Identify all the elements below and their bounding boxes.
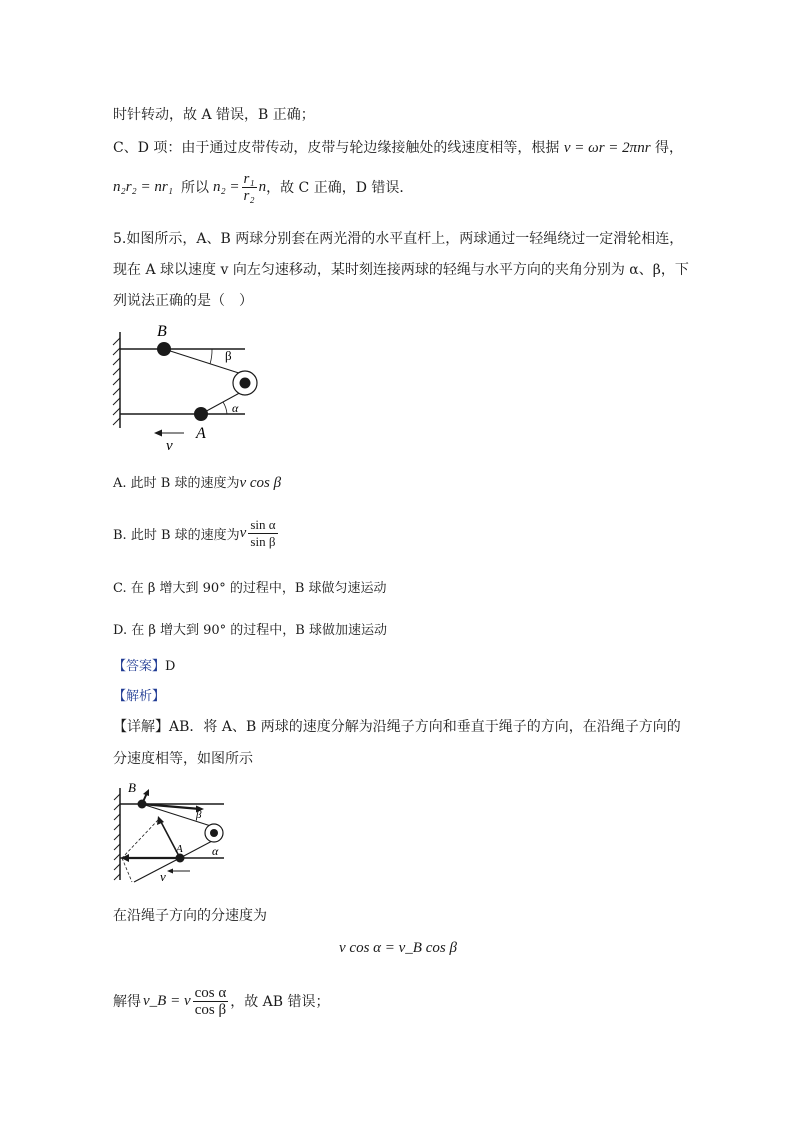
cd-prefix: C、D 项：由于通过皮带传动，皮带与轮边缘接触处的线速度相等，根据 [113, 140, 560, 156]
result-prefix: 解得 [113, 994, 141, 1010]
wall-hatching [113, 338, 120, 425]
result-numerator: cos α [194, 984, 227, 1001]
eq-tail: ，故 C 正确，D 错误． [266, 180, 414, 196]
option-b-v: v [239, 524, 247, 541]
rope-a [180, 840, 214, 858]
result-denominator: cos β [194, 1001, 227, 1018]
solution-equation: v cos α = v_B cos β [339, 940, 457, 956]
option-a[interactable] [113, 472, 281, 492]
cd-formula: v = ωr = 2πnr [563, 140, 651, 156]
option-a-formula: v cos β [239, 475, 282, 491]
ball-a [194, 407, 208, 421]
n2-numerator: r₁ [243, 170, 255, 187]
detail-line-2: 分速度相等，如图所示 [113, 751, 253, 767]
dashed-line-1 [122, 820, 158, 858]
n2-tail: n [258, 178, 267, 195]
velocity-arrowhead [154, 430, 162, 437]
wall-hatching [114, 794, 120, 880]
n2-denominator: r₂ [243, 187, 255, 204]
label-alpha: α [232, 401, 239, 415]
option-b[interactable] [113, 512, 280, 554]
prev-line-3 [113, 166, 413, 208]
alpha-arc [223, 402, 227, 414]
label-beta: β [196, 809, 202, 821]
label-a: A [196, 425, 206, 442]
option-d[interactable]: D. 在 β 增大到 90° 的过程中，B 球做加速运动 [113, 623, 387, 638]
option-b-denominator: sin β [250, 533, 276, 549]
n2-lhs: n₂ = [212, 178, 240, 195]
solution-result [113, 980, 330, 1022]
v-arrowhead [167, 869, 173, 874]
n2-fraction [242, 171, 257, 204]
beta-arc [210, 349, 212, 364]
ball-b [138, 800, 147, 809]
answer-line [113, 655, 175, 674]
label-a: A [176, 843, 183, 855]
result-fraction [193, 985, 229, 1018]
label-beta: β [225, 348, 232, 363]
dashed-line-2 [122, 858, 132, 882]
answer-value: D [165, 659, 176, 674]
detail-line-1: 【详解】AB．将 A、B 两球的速度分解为沿绳子方向和垂直于绳子的方向，在沿绳子方向的 [113, 719, 681, 735]
option-b-numerator: sin α [250, 516, 276, 532]
figure-pulley-system [112, 318, 272, 453]
pulley-axle [210, 829, 218, 837]
label-b: B [157, 323, 167, 340]
rope-to-b [164, 349, 245, 375]
label-b: B [128, 780, 136, 795]
question-line-1: 5.如图所示，A、B 两球分别套在两光滑的水平直杆上，两球通过一轻绳绕过一定滑轮相连， [113, 231, 684, 247]
pulley-axle [240, 378, 251, 389]
label-v: v [160, 869, 166, 884]
answer-tag: 【答案】 [113, 659, 166, 674]
question-line-2: 现在 A 球以速度 v 向左匀速移动，某时刻连接两球的轻绳与水平方向的夹角分别为 α、β，下 [113, 262, 689, 278]
label-alpha: α [212, 844, 219, 858]
option-b-fraction [248, 517, 277, 550]
prev-line-2 [113, 137, 683, 157]
analysis-tag: 【解析】 [113, 689, 166, 704]
option-c[interactable]: C. 在 β 增大到 90° 的过程中，B 球做匀速运动 [113, 581, 387, 596]
cd-suffix: 得， [654, 140, 683, 156]
solution-line-1: 在沿绳子方向的分速度为 [113, 908, 267, 924]
vb-perp-arrowhead [143, 789, 149, 796]
option-b-text: B. 此时 B 球的速度为 [113, 527, 240, 543]
eq-left: n₂r₂ = nr₁ [113, 178, 173, 195]
label-v: v [166, 438, 173, 453]
figure-velocity-decomposition [112, 778, 232, 890]
ball-b [157, 342, 171, 356]
va-perp-component [134, 858, 180, 882]
question-line-3: 列说法正确的是（ ） [113, 293, 253, 309]
option-a-text: A. 此时 B 球的速度为 [113, 476, 240, 491]
result-lhs: v_B = v [143, 992, 191, 1009]
prev-line-1: 时针转动，故 A 错误，B 正确； [113, 107, 315, 123]
result-suffix: ，故 AB 错误； [230, 994, 330, 1010]
eq-mid: 所以 [180, 180, 209, 196]
